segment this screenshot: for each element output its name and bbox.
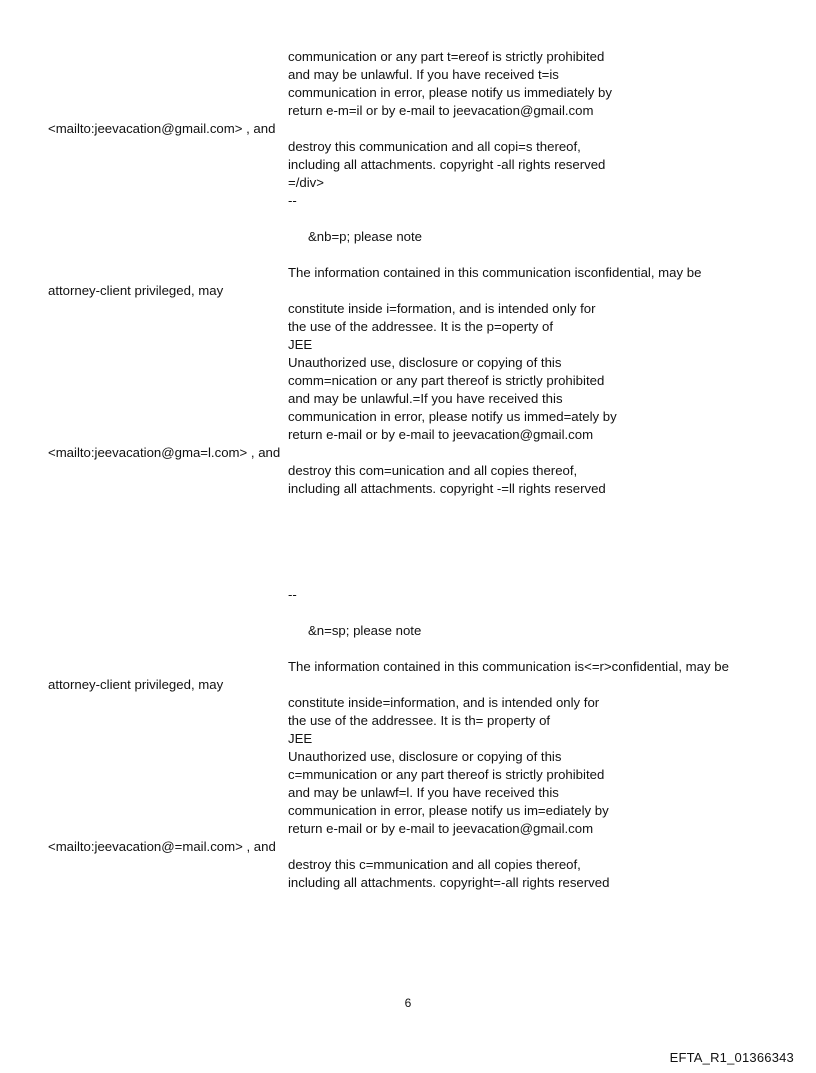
body-line: communication in error, please notify us immed=ately by — [288, 409, 617, 424]
body-line: Unauthorized use, disclosure or copying of this — [288, 355, 562, 370]
body-line: =/div> — [288, 175, 324, 190]
body-line: communication in error, please notify us immediately by — [288, 85, 612, 100]
body-line: constitute inside=information, and is intended only for — [288, 695, 600, 710]
body-line: return e-mail or by e-mail to jeevacation@gmail.com — [288, 821, 594, 836]
body-line: destroy this communication and all copi=s thereof, — [288, 139, 581, 154]
body-line: communication in error, please notify us im=ediately by — [288, 803, 609, 818]
separator-line: -- — [288, 193, 297, 208]
body-line: constitute inside i=formation, and is intended only for — [288, 301, 596, 316]
please-note-line: &nb=p; please note — [308, 229, 423, 244]
body-line: communication or any part t=ereof is strictly prohibited — [288, 49, 605, 64]
body-line: The information contained in this communication isconfidential, may be — [288, 265, 702, 280]
body-line: c=mmunication or any part thereof is strictly prohibited — [288, 767, 605, 782]
body-line: return e-m=il or by e-mail to jeevacation@gmail.com — [288, 103, 594, 118]
body-line: return e-mail or by e-mail to jeevacation@gmail.com — [288, 427, 594, 442]
body-line: destroy this c=mmunication and all copies thereof, — [288, 857, 581, 872]
body-line: including all attachments. copyright -all rights reserved — [288, 157, 606, 172]
body-line: The information contained in this communication is<=r>confidential, may be — [288, 659, 729, 674]
body-line: the use of the addressee. It is th= property of — [288, 713, 551, 728]
please-note-line: &n=sp; please note — [308, 623, 422, 638]
body-line: Unauthorized use, disclosure or copying of this — [288, 749, 562, 764]
body-line: JEE — [288, 337, 313, 352]
mailto-line: <mailto:jeevacation@gmail.com> , and — [48, 121, 276, 136]
mailto-line: <mailto:jeevacation@=mail.com> , and — [48, 839, 276, 854]
separator-line: -- — [288, 587, 297, 602]
body-line: including all attachments. copyright=-all rights reserved — [288, 875, 610, 890]
document-id: EFTA_R1_01366343 — [669, 1050, 794, 1065]
body-line: including all attachments. copyright -=ll rights reserved — [288, 481, 606, 496]
body-line: JEE — [288, 731, 313, 746]
body-line: and may be unlawful. If you have received t=is — [288, 67, 559, 82]
mailto-line: <mailto:jeevacation@gma=l.com> , and — [48, 445, 281, 460]
privileged-line: attorney-client privileged, may — [48, 283, 224, 298]
privileged-line: attorney-client privileged, may — [48, 677, 224, 692]
body-line: and may be unlawful.=If you have received this — [288, 391, 563, 406]
body-line: destroy this com=unication and all copies thereof, — [288, 463, 578, 478]
page-number: 6 — [404, 996, 412, 1010]
body-line: and may be unlawf=l. If you have received this — [288, 785, 559, 800]
body-line: the use of the addressee. It is the p=operty of — [288, 319, 554, 334]
body-line: comm=nication or any part thereof is strictly prohibited — [288, 373, 605, 388]
